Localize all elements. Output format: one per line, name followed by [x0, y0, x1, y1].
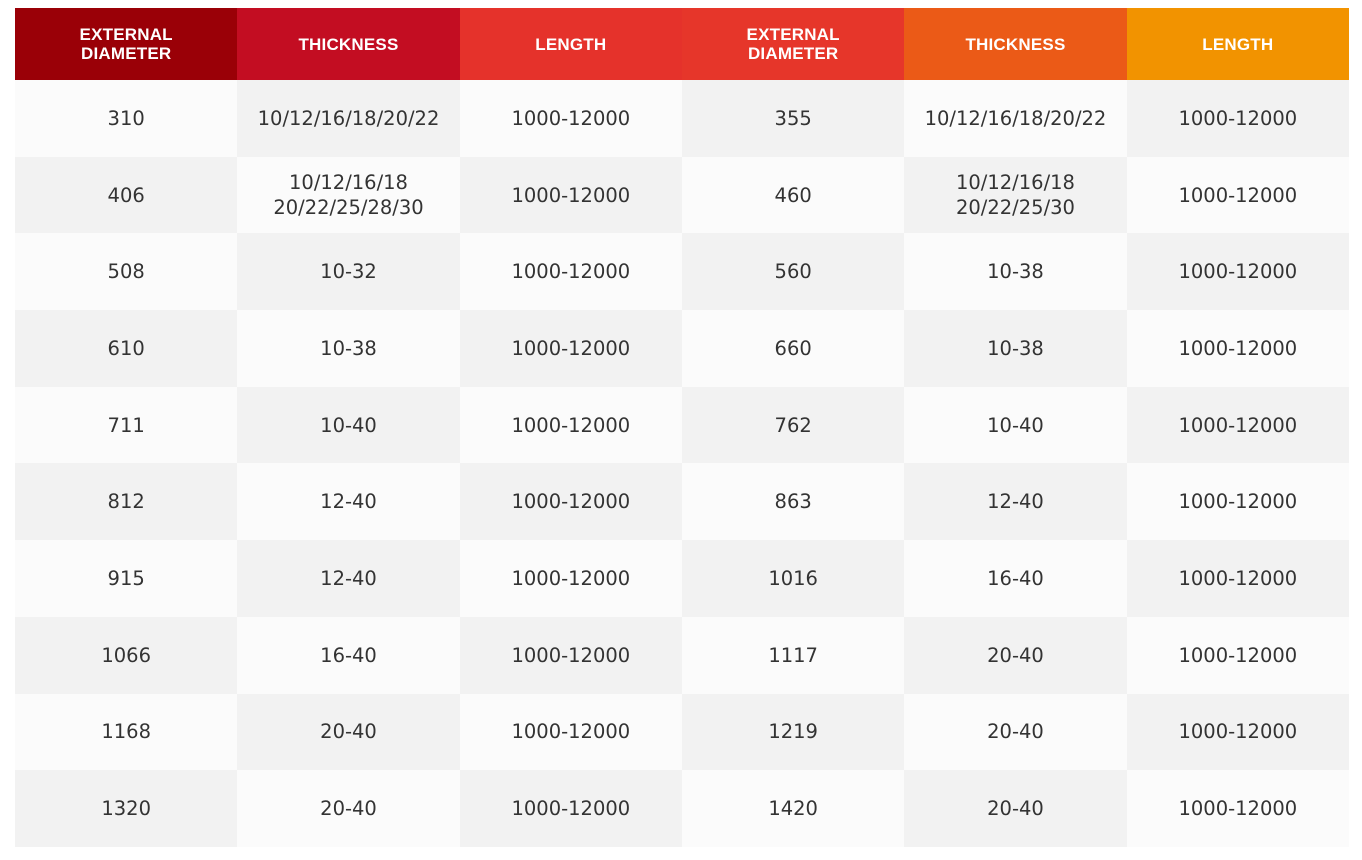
cell-value: 20-40	[987, 720, 1044, 744]
length-cell	[1127, 310, 1349, 387]
length-cell	[460, 770, 682, 847]
external-diameter-cell	[15, 310, 237, 387]
column-header-thickness-right	[904, 8, 1126, 80]
cell-value: 1000-12000	[511, 106, 631, 130]
header-label-line: LENGTH	[1202, 34, 1274, 54]
external-diameter-cell	[682, 540, 904, 617]
pipe-spec-table-container	[15, 8, 1349, 847]
cell-value: 10/12/16/18/20/22	[257, 106, 440, 130]
length-cell	[460, 233, 682, 310]
length-cell	[460, 540, 682, 617]
cell-value: 1420	[768, 797, 818, 821]
cell-value: 1000-12000	[1178, 643, 1298, 667]
length-cell	[460, 617, 682, 694]
table-row	[15, 694, 1349, 771]
header-label-line: THICKNESS	[298, 34, 399, 54]
table-row	[15, 80, 1349, 157]
length-cell	[1127, 233, 1349, 310]
table-body	[15, 80, 1349, 847]
length-cell	[460, 157, 682, 234]
external-diameter-cell	[15, 540, 237, 617]
thickness-cell	[237, 80, 459, 157]
table-row	[15, 387, 1349, 464]
length-cell	[460, 694, 682, 771]
length-cell	[1127, 463, 1349, 540]
external-diameter-cell	[682, 694, 904, 771]
external-diameter-cell	[15, 617, 237, 694]
length-cell	[460, 80, 682, 157]
column-header-length-right	[1127, 8, 1349, 80]
thickness-cell	[904, 387, 1126, 464]
table-row	[15, 540, 1349, 617]
thickness-cell	[904, 463, 1126, 540]
cell-value: 12-40	[987, 490, 1044, 514]
thickness-cell	[237, 617, 459, 694]
external-diameter-cell	[682, 387, 904, 464]
cell-value: 1000-12000	[1178, 183, 1298, 207]
cell-value: 1000-12000	[511, 183, 631, 207]
thickness-cell	[904, 80, 1126, 157]
cell-value: 1000-12000	[1178, 106, 1298, 130]
cell-value: 560	[774, 260, 812, 284]
thickness-cell	[904, 617, 1126, 694]
cell-value: 20-40	[987, 643, 1044, 667]
pipe-spec-table	[15, 8, 1349, 847]
cell-value: 762	[774, 413, 812, 437]
cell-value: 12-40	[320, 490, 377, 514]
cell-value: 1117	[768, 643, 818, 667]
cell-value: 1000-12000	[1178, 720, 1298, 744]
thickness-cell	[904, 694, 1126, 771]
cell-value: 10-40	[320, 413, 377, 437]
header-label-line: DIAMETER	[80, 44, 172, 63]
column-header-external-diameter-right	[682, 8, 904, 80]
external-diameter-cell	[682, 233, 904, 310]
cell-value: 1000-12000	[1178, 260, 1298, 284]
thickness-cell	[237, 770, 459, 847]
cell-value: 460	[774, 183, 812, 207]
table-header	[15, 8, 1349, 80]
cell-value: 1000-12000	[511, 336, 631, 360]
cell-value: 1168	[101, 720, 151, 744]
cell-value: 1320	[101, 797, 151, 821]
cell-value: 406	[107, 183, 145, 207]
header-label-line: DIAMETER	[747, 44, 839, 63]
header-label-line: THICKNESS	[965, 34, 1066, 54]
length-cell	[460, 310, 682, 387]
thickness-cell	[237, 463, 459, 540]
cell-value: 508	[107, 260, 145, 284]
column-header-thickness-left	[237, 8, 459, 80]
cell-value: 10/12/16/18	[289, 171, 408, 195]
thickness-cell	[237, 233, 459, 310]
table-row	[15, 157, 1349, 234]
cell-value: 711	[107, 413, 145, 437]
cell-value: 20/22/25/30	[955, 196, 1075, 220]
thickness-cell	[904, 157, 1126, 234]
external-diameter-cell	[15, 387, 237, 464]
length-cell	[460, 463, 682, 540]
cell-value: 10/12/16/18/20/22	[924, 106, 1107, 130]
cell-value: 10-40	[987, 413, 1044, 437]
thickness-cell	[237, 157, 459, 234]
length-cell	[1127, 770, 1349, 847]
length-cell	[1127, 157, 1349, 234]
cell-value: 1000-12000	[511, 413, 631, 437]
cell-value: 10/12/16/18	[955, 171, 1075, 195]
length-cell	[1127, 80, 1349, 157]
external-diameter-cell	[682, 463, 904, 540]
thickness-cell	[237, 694, 459, 771]
length-cell	[1127, 694, 1349, 771]
cell-value: 20-40	[987, 797, 1044, 821]
thickness-cell	[904, 310, 1126, 387]
cell-value: 10-38	[987, 336, 1044, 360]
column-header-external-diameter-left	[15, 8, 237, 80]
external-diameter-cell	[15, 463, 237, 540]
cell-value: 16-40	[320, 643, 377, 667]
external-diameter-cell	[15, 80, 237, 157]
cell-value: 1000-12000	[511, 643, 631, 667]
external-diameter-cell	[682, 80, 904, 157]
cell-value: 1000-12000	[511, 260, 631, 284]
cell-value: 1000-12000	[511, 490, 631, 514]
cell-value: 10-32	[320, 260, 377, 284]
external-diameter-cell	[15, 770, 237, 847]
cell-value: 1000-12000	[1178, 566, 1298, 590]
external-diameter-cell	[15, 157, 237, 234]
cell-value: 1000-12000	[1178, 336, 1298, 360]
cell-value: 863	[774, 490, 812, 514]
cell-value: 1000-12000	[1178, 797, 1298, 821]
thickness-cell	[904, 770, 1126, 847]
header-label-line: EXTERNAL	[746, 25, 840, 44]
thickness-cell	[237, 540, 459, 617]
cell-value: 20/22/25/28/30	[273, 196, 424, 220]
external-diameter-cell	[682, 770, 904, 847]
thickness-cell	[237, 310, 459, 387]
length-cell	[460, 387, 682, 464]
length-cell	[1127, 617, 1349, 694]
external-diameter-cell	[682, 617, 904, 694]
thickness-cell	[237, 387, 459, 464]
external-diameter-cell	[15, 694, 237, 771]
column-header-length-left	[460, 8, 682, 80]
table-row	[15, 617, 1349, 694]
cell-value: 1219	[768, 720, 818, 744]
cell-value: 20-40	[320, 720, 377, 744]
cell-value: 660	[774, 336, 812, 360]
table-row	[15, 310, 1349, 387]
cell-value: 16-40	[987, 566, 1044, 590]
cell-value: 812	[107, 490, 145, 514]
header-row	[15, 8, 1349, 80]
header-label-line: EXTERNAL	[79, 25, 173, 44]
cell-value: 1000-12000	[1178, 413, 1298, 437]
cell-value: 610	[107, 336, 145, 360]
cell-value: 1000-12000	[1178, 490, 1298, 514]
cell-value: 355	[774, 106, 812, 130]
cell-value: 20-40	[320, 797, 377, 821]
length-cell	[1127, 540, 1349, 617]
cell-value: 1000-12000	[511, 797, 631, 821]
thickness-cell	[904, 540, 1126, 617]
cell-value: 12-40	[320, 566, 377, 590]
cell-value: 1066	[101, 643, 151, 667]
cell-value: 915	[107, 566, 145, 590]
cell-value: 10-38	[320, 336, 377, 360]
header-label-line: LENGTH	[535, 34, 607, 54]
length-cell	[1127, 387, 1349, 464]
table-row	[15, 233, 1349, 310]
external-diameter-cell	[682, 157, 904, 234]
cell-value: 1000-12000	[511, 566, 631, 590]
external-diameter-cell	[15, 233, 237, 310]
table-row	[15, 770, 1349, 847]
cell-value: 1000-12000	[511, 720, 631, 744]
cell-value: 310	[107, 106, 145, 130]
external-diameter-cell	[682, 310, 904, 387]
cell-value: 1016	[768, 566, 818, 590]
cell-value: 10-38	[987, 260, 1044, 284]
table-row	[15, 463, 1349, 540]
thickness-cell	[904, 233, 1126, 310]
